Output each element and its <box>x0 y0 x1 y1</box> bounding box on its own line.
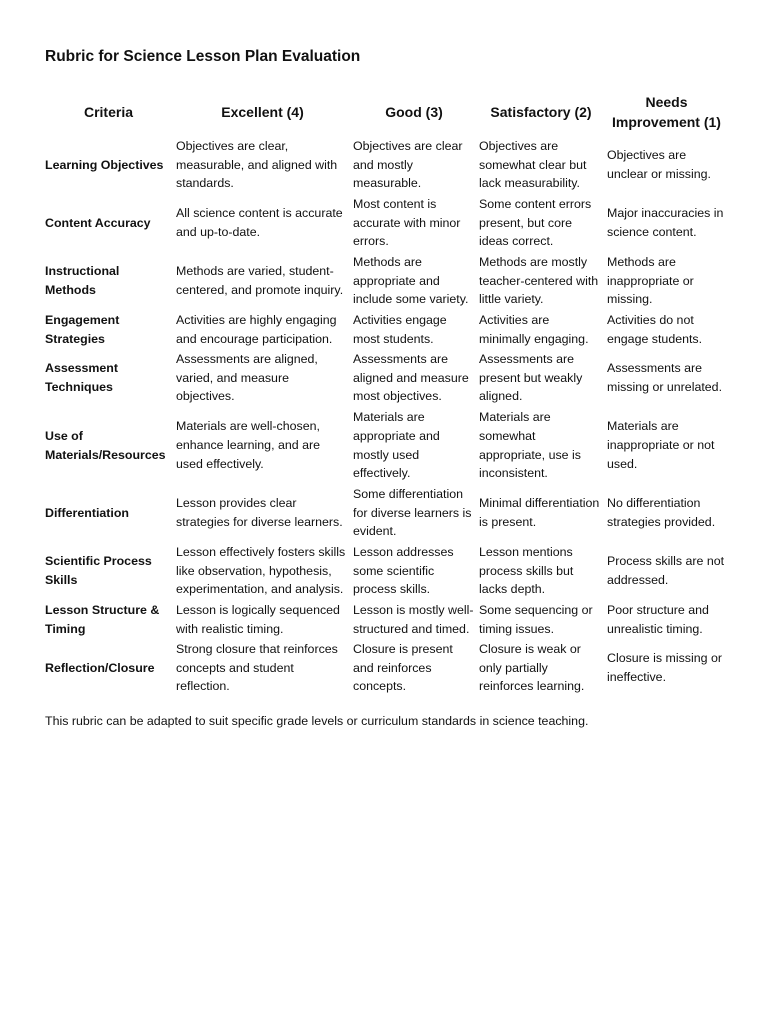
good-cell: Activities engage most students. <box>353 312 447 346</box>
satisfactory-cell: Lesson mentions process skills but lacks depth. <box>479 544 574 597</box>
table-row <box>43 407 728 484</box>
table-row <box>43 136 728 194</box>
criterion-cell: Assessment Techniques <box>45 361 119 394</box>
table-row <box>43 542 728 600</box>
column-header-good: Good (3) <box>385 103 443 120</box>
excellent-cell: Strong closure that reinforces concepts and student reflection. <box>176 641 338 694</box>
good-cell: Methods are appropriate and include some variety. <box>353 254 469 307</box>
table-row <box>43 639 728 697</box>
good-cell: Lesson addresses some scientific process skills. <box>353 544 454 597</box>
satisfactory-cell: Some sequencing or timing issues. <box>479 602 593 636</box>
good-cell: Assessments are aligned and measure most objectives. <box>353 351 469 404</box>
good-cell: Some differentiation for diverse learners is evident. <box>353 486 472 539</box>
table-row <box>43 252 728 310</box>
needs-improvement-cell: Poor structure and unrealistic timing. <box>607 602 709 636</box>
excellent-cell: Objectives are clear, measurable, and aligned with standards. <box>176 138 338 191</box>
satisfactory-cell: Closure is weak or only partially reinforces learning. <box>479 641 585 694</box>
satisfactory-cell: Minimal differentiation is present. <box>479 496 600 529</box>
excellent-cell: Activities are highly engaging and encourage participation. <box>176 312 337 346</box>
table-row <box>43 484 728 542</box>
rubric-table <box>43 89 728 697</box>
column-header-satisfactory: Satisfactory (2) <box>490 103 592 120</box>
excellent-cell: Methods are varied, student-centered, and promote inquiry. <box>176 264 344 297</box>
criterion-cell: Content Accuracy <box>45 215 151 230</box>
needs-improvement-cell: Process skills are not addressed. <box>607 554 725 587</box>
criterion-cell: Reflection/Closure <box>45 660 155 675</box>
document-title: Rubric for Science Lesson Plan Evaluation <box>45 48 361 65</box>
needs-improvement-cell: Assessments are missing or unrelated. <box>607 361 723 394</box>
excellent-cell: Lesson effectively fosters skills like observation, hypothesis, experimentation, and analysis. <box>176 544 346 597</box>
satisfactory-cell: Some content errors present, but core ideas correct. <box>479 196 592 249</box>
criterion-cell: Differentiation <box>45 505 129 520</box>
good-cell: Closure is present and reinforces concepts. <box>353 641 453 694</box>
table-header-row <box>43 89 728 136</box>
needs-improvement-cell: Activities do not engage students. <box>607 312 703 346</box>
criterion-cell: Scientific Process Skills <box>45 554 152 587</box>
column-header-excellent: Excellent (4) <box>221 103 304 120</box>
criterion-cell: Instructional Methods <box>45 264 120 297</box>
good-cell: Materials are appropriate and mostly used effectively. <box>353 409 440 481</box>
excellent-cell: Materials are well-chosen, enhance learning, and are used effectively. <box>176 419 320 471</box>
column-header-criteria: Criteria <box>83 103 134 120</box>
good-cell: Lesson is mostly well-structured and timed. <box>353 602 474 636</box>
criterion-cell: Lesson Structure & Timing <box>45 602 160 636</box>
needs-improvement-cell: Major inaccuracies in science content. <box>607 206 724 239</box>
table-row <box>43 310 728 349</box>
satisfactory-cell: Materials are somewhat appropriate, use is inconsistent. <box>479 409 581 481</box>
excellent-cell: Assessments are aligned, varied, and measure objectives. <box>176 351 318 404</box>
excellent-cell: All science content is accurate and up-to-date. <box>176 206 343 239</box>
needs-improvement-cell: Objectives are unclear or missing. <box>607 148 711 181</box>
needs-improvement-cell: Methods are inappropriate or missing. <box>607 254 694 307</box>
needs-improvement-cell: Closure is missing or ineffective. <box>607 651 722 684</box>
satisfactory-cell: Methods are mostly teacher-centered with little variety. <box>479 254 599 307</box>
criterion-cell: Use of Materials/Resources <box>45 428 166 462</box>
excellent-cell: Lesson provides clear strategies for diverse learners. <box>176 496 343 529</box>
table-row <box>43 600 728 639</box>
criterion-cell: Engagement Strategies <box>45 312 120 346</box>
satisfactory-cell: Objectives are somewhat clear but lack measurability. <box>479 138 587 191</box>
column-header-needs-improvement: Needs Improvement (1) <box>612 93 721 130</box>
satisfactory-cell: Assessments are present but weakly aligned. <box>479 351 583 404</box>
good-cell: Most content is accurate with minor errors. <box>353 196 461 249</box>
table-row <box>43 194 728 252</box>
criterion-cell: Learning Objectives <box>45 157 164 172</box>
needs-improvement-cell: Materials are inappropriate or not used. <box>607 419 715 471</box>
satisfactory-cell: Activities are minimally engaging. <box>479 312 589 346</box>
excellent-cell: Lesson is logically sequenced with realistic timing. <box>176 602 340 636</box>
good-cell: Objectives are clear and mostly measurable. <box>353 138 463 191</box>
table-row <box>43 349 728 407</box>
document-footnote: This rubric can be adapted to suit specific grade levels or curriculum standards in science teaching. <box>45 714 589 728</box>
needs-improvement-cell: No differentiation strategies provided. <box>607 496 716 529</box>
